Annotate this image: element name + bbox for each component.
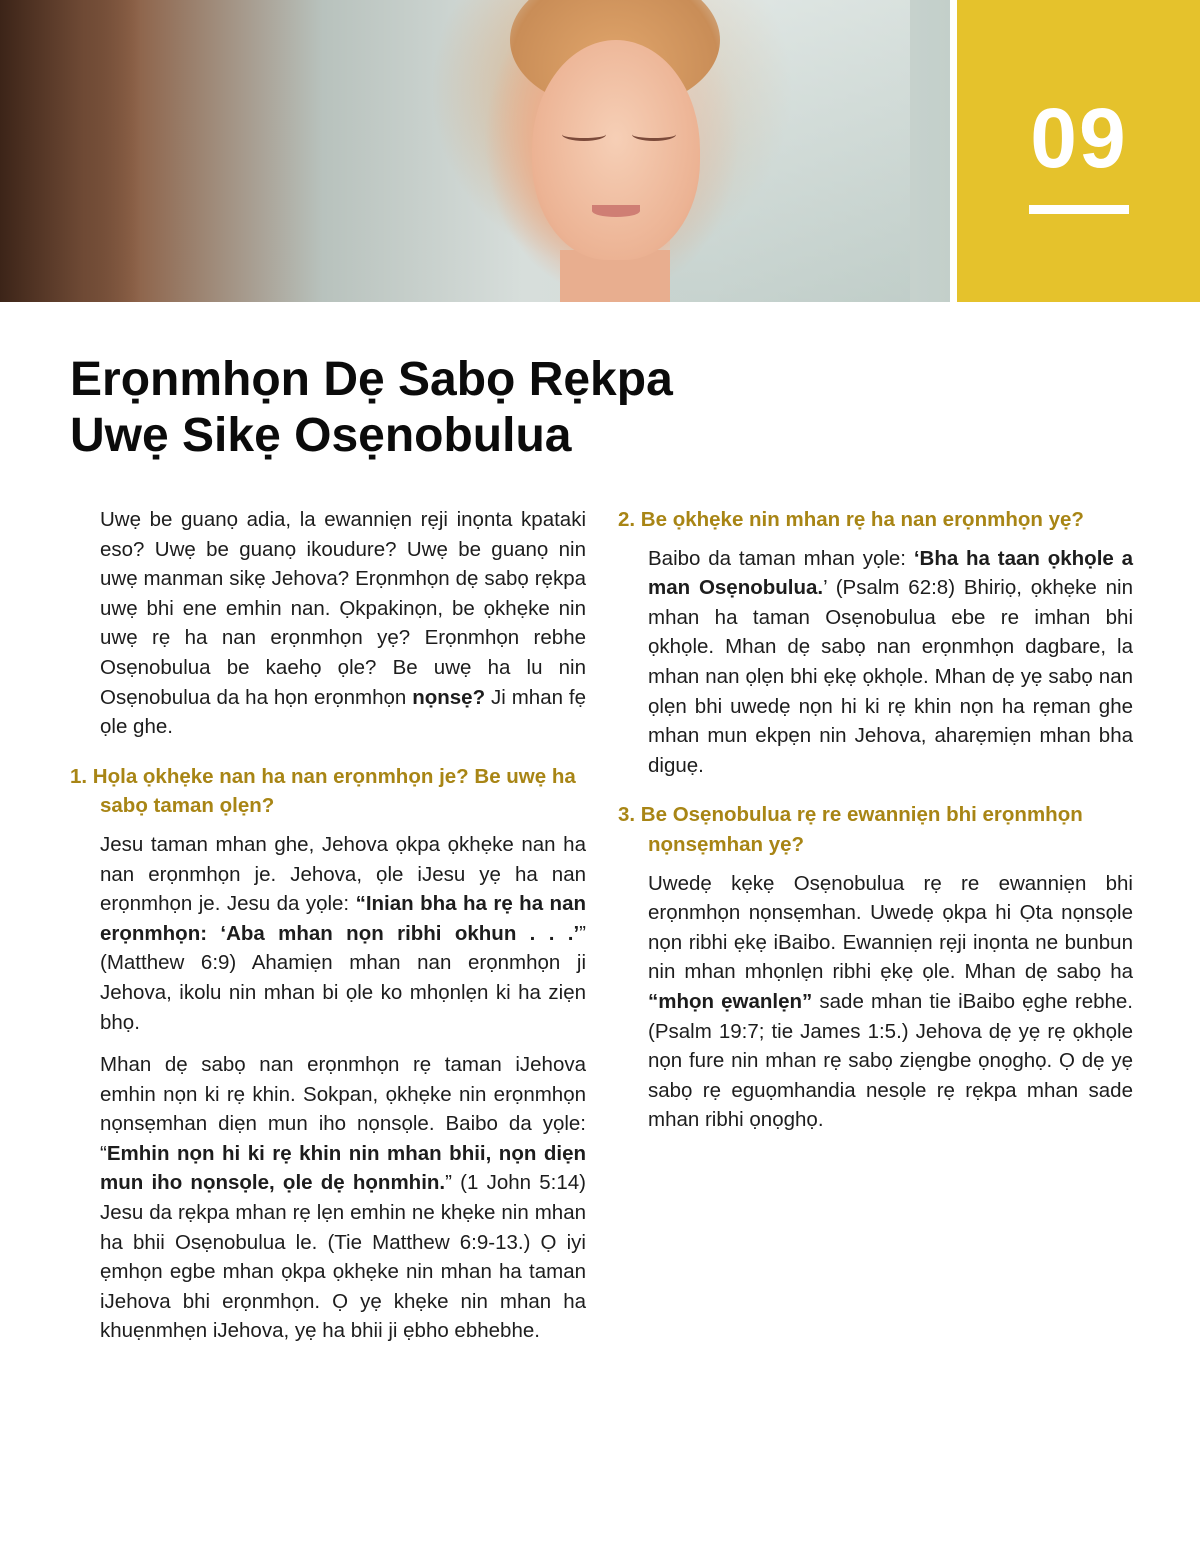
text-run: ’ (Psalm 62:8) Bhiriọ, ọkhẹke nin mhan ha taman Osẹnobulua ebe re imhan bhi ọkhọle. Mhan dẹ sabọ nan erọnmhọn dagbare, la mhan nan ọlẹn bhi ẹkẹ ọkhọle. Mhan dẹ yẹ sabọ nan ọlẹn bhi uwedẹ nọn hi ki rẹ khin nọn ha rẹman ghe mhan mun ekpẹn nin Jehova, aharẹmiẹn mhan bha diguẹ.: [648, 576, 1133, 777]
bold-run: ‘Bha ha taan ọkhọle a man Osẹnobulua.: [648, 546, 1133, 600]
smile: [592, 205, 640, 217]
text-run: Mhan dẹ sabọ nan erọnmhọn rẹ taman iJehova emhin nọn ki rẹ khin. Sokpan, ọkhẹke nin erọnmhọn nọnsẹmhan diẹn mun iho nọnsọle. Baibo da yọle: “: [100, 1053, 586, 1165]
chapter-underline: [1029, 205, 1129, 214]
bold-run: “mhọn ẹwanlẹn”: [648, 989, 813, 1013]
intro-paragraph: [100, 505, 586, 742]
bold-run: nọnsẹ?: [412, 685, 486, 709]
hero-photo: [0, 0, 950, 302]
section-heading-3: 3. Be Osẹnobulua rẹ re ewanniẹn bhi erọnmhọn nọnsẹmhan yẹ?: [618, 803, 1083, 856]
text-run: Jesu taman mhan ghe, Jehova ọkpa ọkhẹke nan ha nan erọnmhọn je. Jehova, ọle iJesu yẹ ha nan erọnmhọn je. Jesu da yọle:: [100, 832, 586, 916]
section-2-paragraph-1: [648, 544, 1133, 781]
background-shelf: [0, 0, 140, 302]
text-run: Uwedẹ kẹkẹ Osẹnobulua rẹ re ewanniẹn bhi erọnmhọn nọnsẹmhan. Uwedẹ ọkpa hi Ọta nọnsọle nọn ribhi ẹkẹ iBaibo. Ewanniẹn rẹji inọnta ne bunbun nin mhan mhọnlẹn ribhi ẹkẹ ọle. Mhan dẹ sabọ ha: [648, 871, 1133, 984]
bold-run: “Inian bha ha rẹ ha nan erọnmhọn: ‘Aba mhan nọn ribhi okhun . . .’: [100, 892, 586, 945]
section-3-paragraph-1: [648, 869, 1133, 1135]
woman-face: [532, 40, 700, 260]
closed-eye-right: [632, 128, 676, 141]
section-1-paragraph-2: [100, 1050, 586, 1346]
text-run: ” (Matthew 6:9) Ahamiẹn mhan nan erọnmhọn ji Jehova, ikolu nin mhan bi ọle ko mhọnlẹn ki ha ziẹn bhọ.: [100, 921, 586, 1034]
title-line-2: Uwẹ Sikẹ Osẹnobulua: [70, 409, 572, 462]
text-run: Baibo da taman mhan yọle:: [648, 546, 914, 570]
closed-eye-left: [562, 128, 606, 141]
text-run: Uwẹ be guanọ adia, la ewanniẹn rẹji inọnta kpataki eso? Uwẹ be guanọ ikoudure? Uwẹ be guanọ nin uwẹ manman sikẹ Jehova? Erọnmhọn dẹ sabọ rẹkpa uwẹ bhi ene emhin nan. Ọkpakinọn, be ọkhẹke nin uwẹ rẹ ha nan erọnmhọn yẹ? Erọnmhọn rebhe Osẹnobulua be kaehọ ọle? Be uwẹ ha lu nin Osẹnobulua da ha họn erọnmhọn: [100, 508, 586, 709]
text-run: Ji mhan fẹ ọle ghe.: [100, 685, 586, 739]
text-run: ” (1 John 5:14) Jesu da rẹkpa mhan rẹ lẹn emhin ne khẹke nin mhan ha bhii Osẹnobulua le. (Tie Matthew 6:9-13.) Ọ iyi ẹmhọn egbe mhan ọkpa ọkhẹke nin mhan ha taman iJehova bhi erọnmhọn. Ọ yẹ khẹke nin mhan ha khuẹnmhẹn iJehova, yẹ ha bhii ji ẹbho ebhebhe.: [100, 1171, 586, 1343]
section-heading-1: 1. Họla ọkhẹke nan ha nan erọnmhọn je? Be uwẹ ha sabọ taman ọlẹn?: [70, 764, 576, 818]
title-line-1: Erọnmhọn Dẹ Sabọ Rẹkpa: [70, 353, 673, 406]
right-column: [618, 505, 1133, 1148]
bold-run: Emhin nọn hi ki rẹ khin nin mhan bhii, nọn diẹn mun iho nọnsọle, ọle dẹ họnmhin.: [100, 1141, 586, 1195]
chapter-number: 09: [1030, 91, 1128, 185]
left-column: [70, 505, 586, 1359]
text-run: sade mhan tie iBaibo ẹghe rebhe. (Psalm 19:7; tie James 1:5.) Jehova dẹ yẹ rẹ ọkhọle nọn fure nin mhan rẹ sabọ ziẹngbe ọnọghọ. Ọ dẹ yẹ sabọ rẹ eguọmhandia nesọle rẹ rẹkpa mhan sade mhan ribhi ọnọghọ.: [648, 989, 1133, 1132]
section-1-paragraph-1: [100, 830, 586, 1037]
chapter-badge: [957, 0, 1200, 302]
section-heading-2: 2. Be ọkhẹke nin mhan rẹ ha nan erọnmhọn yẹ?: [618, 508, 1084, 531]
page-title: [70, 352, 830, 464]
